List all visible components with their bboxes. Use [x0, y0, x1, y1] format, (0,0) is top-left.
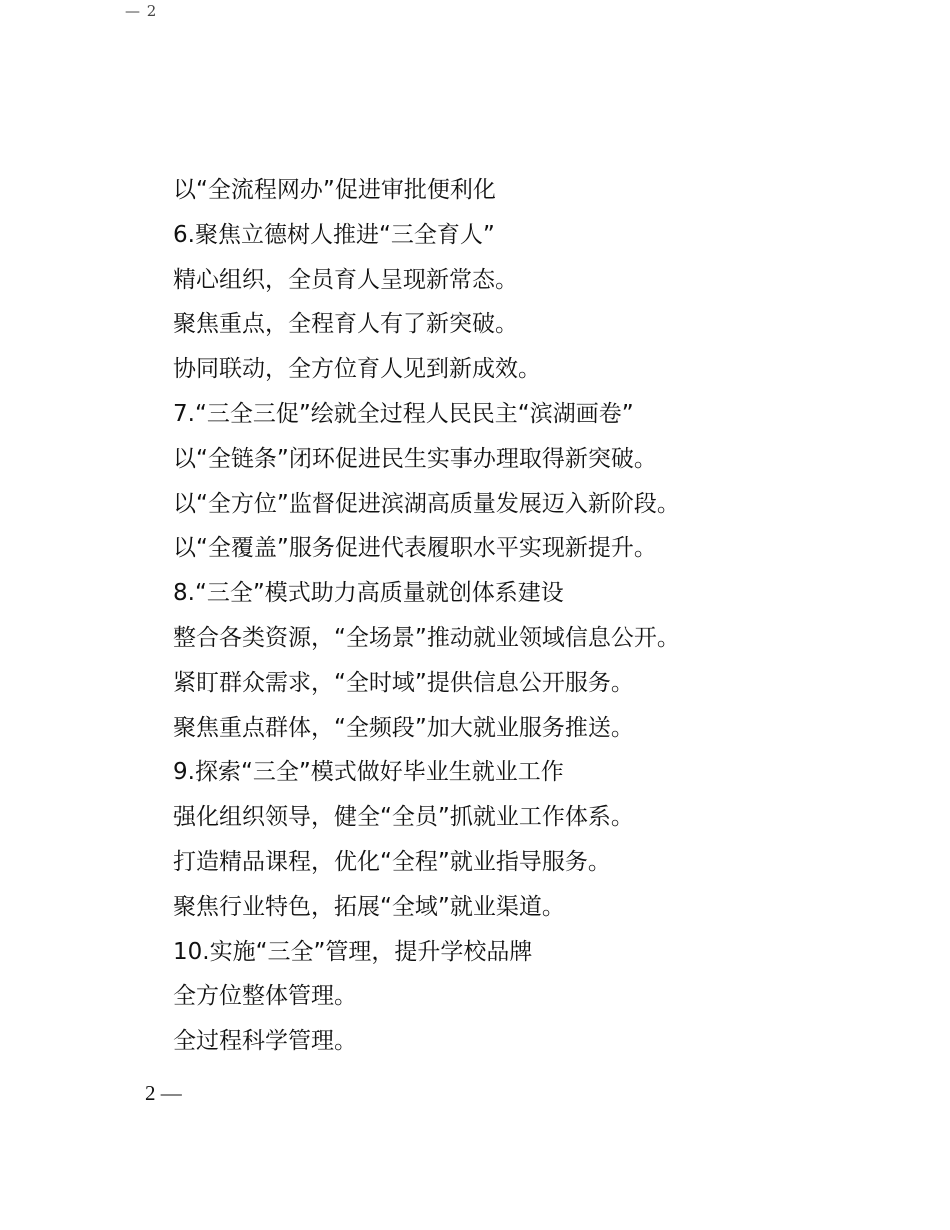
section-heading: 8.“三全”模式助力高质量就创体系建设 — [173, 580, 564, 607]
body-line: 紧盯群众需求，“全时域”提供信息公开服务。 — [173, 669, 634, 696]
body-line: 全方位整体管理。 — [173, 983, 357, 1010]
body-line: 以“全链条”闭环促进民生实事办理取得新突破。 — [173, 445, 657, 472]
body-line: 聚焦行业特色，拓展“全域”就业渠道。 — [173, 893, 565, 920]
section-heading: 9.探索“三全”模式做好毕业生就业工作 — [173, 759, 564, 786]
section-heading: 7.“三全三促”绘就全过程人民民主“滨湖画卷” — [173, 400, 634, 427]
document-body — [173, 168, 913, 1064]
body-line: 以“全方位”监督促进滨湖高质量发展迈入新阶段。 — [173, 490, 680, 517]
body-line: 以“全流程网办”促进审批便利化 — [173, 177, 496, 203]
body-line: 精心组织，全员育人呈现新常态。 — [173, 266, 518, 293]
body-line: 强化组织领导，健全“全员”抓就业工作体系。 — [173, 804, 634, 831]
body-line: 聚焦重点，全程育人有了新突破。 — [173, 311, 518, 338]
body-line: 以“全覆盖”服务促进代表履职水平实现新提升。 — [173, 535, 657, 562]
header-page-marker: — 2 — [125, 2, 158, 20]
section-heading: 10.实施“三全”管理，提升学校品牌 — [173, 938, 533, 965]
body-line: 聚焦重点群体，“全频段”加大就业服务推送。 — [173, 714, 634, 741]
section-heading: 6.聚焦立德树人推进“三全育人” — [173, 221, 495, 248]
body-line: 整合各类资源，“全场景”推动就业领域信息公开。 — [173, 624, 680, 651]
body-line: 全过程科学管理。 — [173, 1028, 357, 1055]
body-line: 协同联动，全方位育人见到新成效。 — [173, 356, 541, 383]
body-line: 打造精品课程，优化“全程”就业指导服务。 — [173, 848, 611, 875]
footer-page-number: 2 — — [145, 1081, 182, 1105]
